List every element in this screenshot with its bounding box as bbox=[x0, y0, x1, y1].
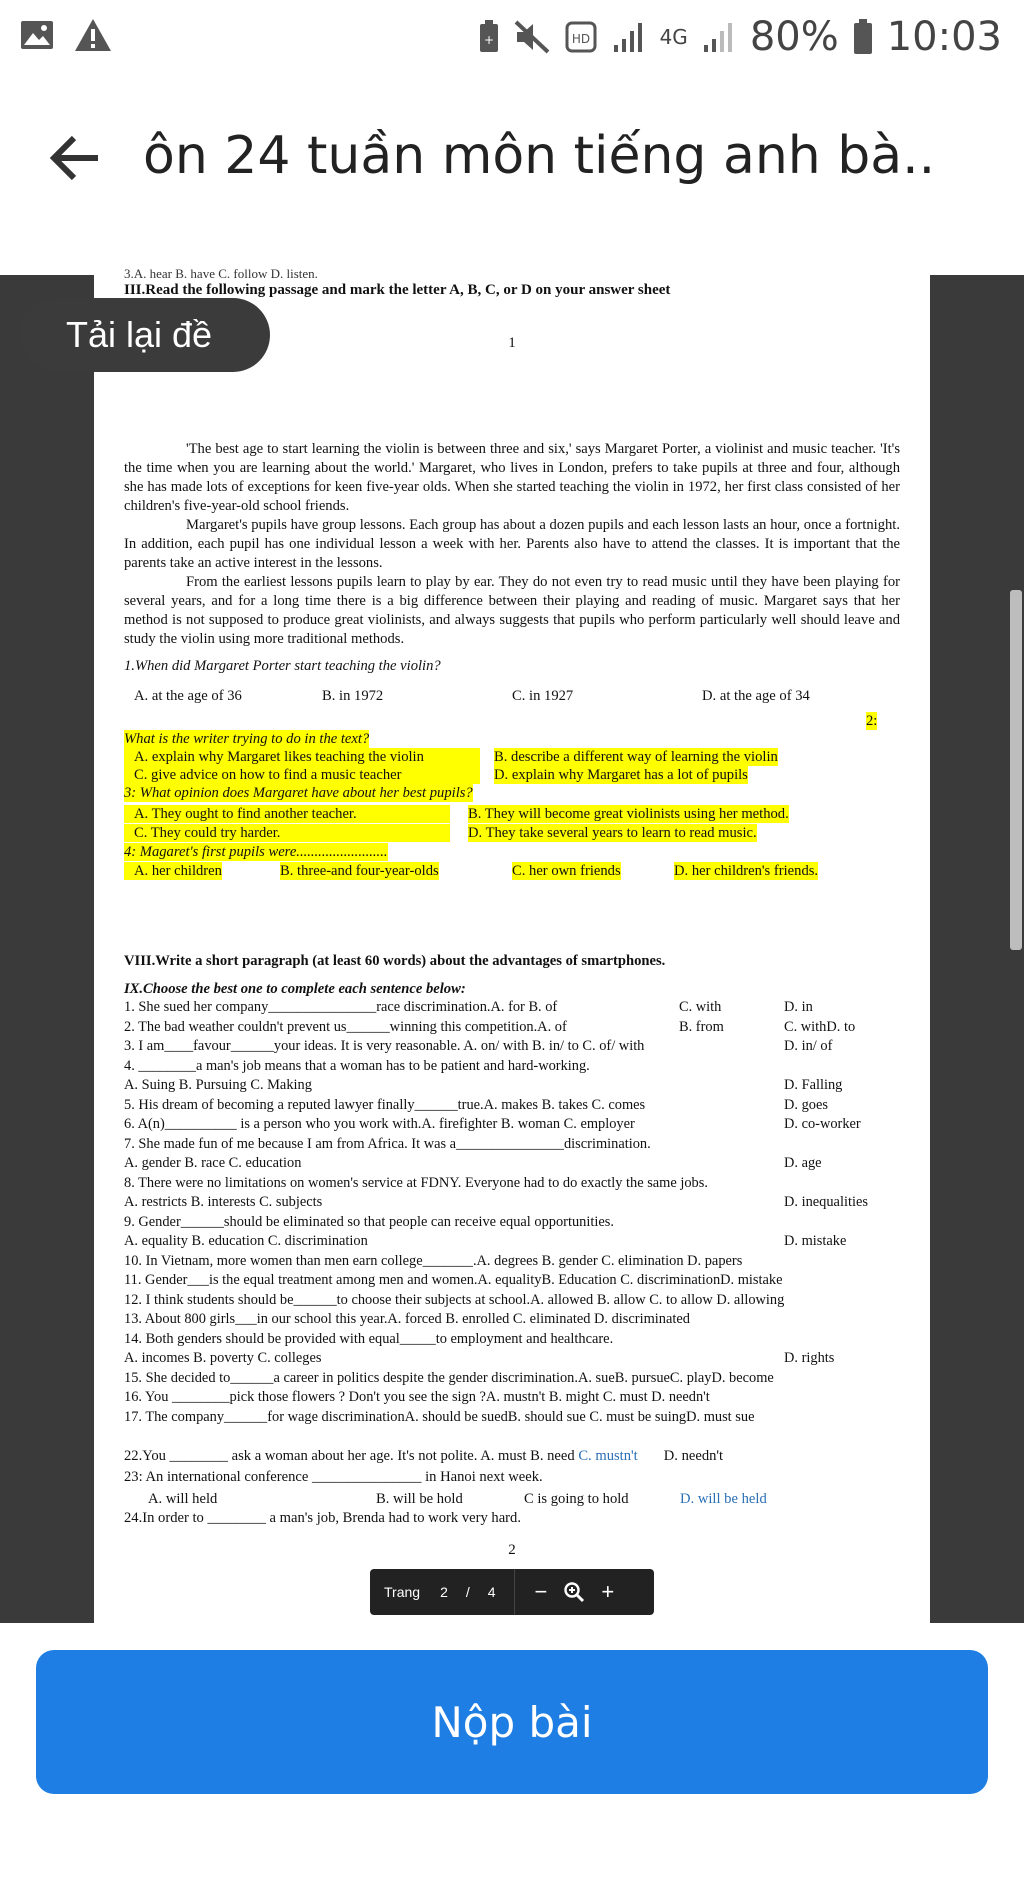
q3-option-c: C. They could try harder. bbox=[124, 824, 450, 842]
question-23: 23: An international conference _______________ in Hanoi next week. bbox=[124, 1469, 543, 1485]
app-bar bbox=[0, 100, 1024, 220]
q23-option-d: D. will be held bbox=[680, 1491, 767, 1507]
exercise-row bbox=[124, 1018, 914, 1038]
exercise-text: 7. She made fun of me because I am from Africa. It was a_______________discrimination. bbox=[124, 1135, 651, 1152]
exercise-row bbox=[124, 1096, 914, 1116]
zoom-in-icon[interactable]: + bbox=[601, 1579, 615, 1604]
clock: 10:03 bbox=[886, 14, 1002, 60]
q2-option-c: C. give advice on how to find a music teacher bbox=[124, 766, 480, 784]
exercise-row bbox=[124, 1291, 914, 1311]
signal-weak-icon bbox=[702, 21, 736, 53]
q2-option-b: B. describe a different way of learning the violin bbox=[494, 749, 778, 765]
exercise-text: A. gender B. race C. education bbox=[124, 1155, 302, 1171]
exercise-row bbox=[124, 1154, 914, 1174]
battery-saver-icon bbox=[478, 20, 500, 54]
q2-option-a: A. explain why Margaret likes teaching the violin bbox=[124, 748, 480, 766]
hd-icon bbox=[564, 20, 598, 54]
q23-option-b: B. will be hold bbox=[376, 1491, 463, 1507]
exercise-row bbox=[124, 1115, 914, 1135]
exercise-text: 6. A(n)__________ is a person who you work with.A. firefighter B. woman C. employer bbox=[124, 1116, 635, 1132]
exercise-text: 3. I am____favour______your ideas. It is very reasonable. A. on/ with B. in/ to C. of/ with bbox=[124, 1038, 645, 1054]
battery-percent: 80% bbox=[749, 14, 839, 60]
exercise-text: D. Falling bbox=[784, 1077, 843, 1093]
exercise-row bbox=[124, 1037, 914, 1057]
exercise-text: 5. His dream of becoming a reputed lawyer finally______true.A. makes B. takes C. comes bbox=[124, 1096, 646, 1113]
exercise-text: D. goes bbox=[784, 1096, 828, 1113]
exercise-text: 15. She decided to______a career in politics despite the gender discrimination.A. sueB. pursueC. playD. become bbox=[124, 1369, 774, 1386]
q4-option-c: C. her own friends bbox=[512, 863, 621, 879]
exercise-text: A. restricts B. interests C. subjects bbox=[124, 1194, 323, 1210]
battery-icon bbox=[853, 19, 873, 55]
reload-exam-button[interactable]: Tải lại đề bbox=[20, 298, 270, 372]
exercise-text: 4. ________a man's job means that a woman has to be patient and hard-working. bbox=[124, 1057, 590, 1074]
exercise-text: 10. In Vietnam, more women than men earn college_______.A. degrees B. gender C. elimination D. papers bbox=[124, 1252, 743, 1269]
q22-option-c: C. mustn't bbox=[578, 1448, 638, 1464]
warning-icon bbox=[74, 18, 112, 52]
passage-paragraph: 'The best age to start learning the violin is between three and six,' says Margaret Porter, a violinist and music teacher. 'It's the time when you are learning about the world.' Margaret, who lives in London, prefers to take pupils at three and four, although she has made lots of exceptions for keen five-year olds. When she started teaching the violin in 1972, her first class consisted of her children's five-year-old school friends. bbox=[124, 441, 900, 514]
exercise-text: D. in/ of bbox=[784, 1038, 833, 1054]
page-number: 1 bbox=[508, 335, 516, 351]
q23-option-a: A. will held bbox=[148, 1491, 218, 1507]
exercise-text: A. incomes B. poverty C. colleges bbox=[124, 1350, 322, 1366]
exercise-row bbox=[124, 1213, 914, 1233]
svg-text:+: + bbox=[483, 33, 494, 47]
exercise-text: 9. Gender______should be eliminated so that people can receive equal opportunities. bbox=[124, 1213, 614, 1230]
exercise-row bbox=[124, 1135, 914, 1155]
passage-paragraph: Margaret's pupils have group lessons. Each group has about a dozen pupils and each lesson lasts an hour, once a fortnight. In addition, each pupil has one individual lesson a week with her. Parents also have to attend the classes. It is important that the parents take an active interest in the lessons. bbox=[124, 517, 900, 571]
exercise-text: D. mistake bbox=[784, 1233, 847, 1249]
q1-option-a: A. at the age of 36 bbox=[134, 688, 242, 704]
page-title: ôn 24 tuần môn tiếng anh bà.. bbox=[143, 126, 936, 186]
question-2: What is the writer trying to do in the text? bbox=[124, 731, 370, 747]
back-arrow-icon[interactable] bbox=[48, 130, 104, 186]
gallery-icon bbox=[20, 20, 54, 50]
exercise-row bbox=[124, 1174, 914, 1194]
network-type: 4G bbox=[659, 25, 688, 49]
q3-option-a: A. They ought to find another teacher. bbox=[124, 805, 450, 823]
exercise-text: D. age bbox=[784, 1155, 822, 1171]
exercise-row bbox=[124, 1349, 914, 1369]
exercise-text: C. with bbox=[679, 999, 722, 1015]
exercise-row bbox=[124, 998, 914, 1018]
exercise-text: 11. Gender___is the equal treatment among men and women.A. equalityB. Education C. discriminationD. mistake bbox=[124, 1272, 783, 1288]
zoom-icon[interactable] bbox=[563, 1581, 585, 1603]
q2-option-d: D. explain why Margaret has a lot of pupils bbox=[494, 767, 748, 783]
scrollbar[interactable] bbox=[1010, 590, 1022, 950]
q4-option-a: A. her children bbox=[124, 862, 222, 880]
exercise-text: D. in bbox=[784, 999, 813, 1015]
q1-option-b: B. in 1972 bbox=[322, 688, 384, 704]
exercise-row bbox=[124, 1408, 914, 1428]
zoom-out-icon[interactable]: − bbox=[534, 1579, 548, 1604]
exercise-text: C. withD. to bbox=[784, 1018, 856, 1035]
question-24: 24.In order to ________ a man's job, Brenda had to work very hard. bbox=[124, 1510, 521, 1526]
q23-option-c: C is going to hold bbox=[524, 1491, 629, 1507]
page-number: 2 bbox=[508, 1542, 516, 1558]
exercise-text: 16. You ________pick those flowers ? Don't you see the sign ?A. mustn't B. might C. must D. needn't bbox=[124, 1389, 710, 1405]
page-label: Trang bbox=[384, 1584, 421, 1600]
exercise-text: 17. The company______for wage discriminationA. should be suedB. should sue C. must be suingD. must sue bbox=[124, 1408, 755, 1425]
question-3: 3: What opinion does Margaret have about her best pupils? bbox=[124, 785, 473, 801]
exercise-row bbox=[124, 1310, 914, 1330]
section-8-heading: VIII.Write a short paragraph (at least 60 words) about the advantages of smartphones. bbox=[124, 953, 666, 969]
exercise-row bbox=[124, 1330, 914, 1350]
q22-text: 22.You ________ ask a woman about her age. It's not polite. A. must B. need bbox=[124, 1448, 579, 1464]
exercise-row bbox=[124, 1369, 914, 1389]
q4-option-d: D. her children's friends. bbox=[674, 863, 819, 879]
exercise-text: 13. About 800 girls___in our school this year.A. forced B. enrolled C. eliminated D. discriminated bbox=[124, 1311, 690, 1327]
pdf-viewer[interactable] bbox=[0, 266, 1024, 1623]
exercise-row bbox=[124, 1232, 914, 1252]
question-22 bbox=[124, 1447, 723, 1465]
q3-option-b: B. They will become great violinists using her method. bbox=[468, 806, 789, 822]
q22-option-d: D. needn't bbox=[663, 1448, 724, 1464]
exercise-text: 12. I think students should be______to choose their subjects at school.A. allowed B. allow C. to allow D. allowing bbox=[124, 1291, 785, 1308]
mute-icon bbox=[514, 20, 550, 54]
partial-line: 3.A. hear B. have C. follow D. listen. bbox=[124, 266, 318, 281]
exercise-text: 1. She sued her company_______________race discrimination.A. for B. of bbox=[124, 999, 558, 1015]
section-heading: III.Read the following passage and mark the letter A, B, C, or D on your answer sheet bbox=[124, 282, 671, 298]
passage-paragraph: From the earliest lessons pupils learn to play by ear. They do not even try to read music until they have been playing for several years, and for a long time there is a big difference between their playing and reading of music. Margaret says that her method is not supposed to produce great violinists, and always suggests that pupils who perform particularly well should leave and study the violin using more traditional methods. bbox=[124, 574, 900, 647]
exercise-text: A. equality B. education C. discrimination bbox=[124, 1233, 368, 1249]
exercise-text: B. from bbox=[679, 1018, 724, 1035]
exercise-row bbox=[124, 1193, 914, 1213]
exercise-text: 2. The bad weather couldn't prevent us______winning this competition.A. of bbox=[124, 1018, 567, 1035]
q2-marker: 2: bbox=[866, 713, 878, 729]
exercise-text: D. inequalities bbox=[784, 1194, 868, 1210]
exercise-text: 8. There were no limitations on women's service at FDNY. Everyone had to do exactly the same jobs. bbox=[124, 1174, 708, 1191]
submit-button[interactable]: Nộp bài bbox=[36, 1650, 988, 1794]
exercise-text: A. Suing B. Pursuing C. Making bbox=[124, 1077, 312, 1093]
question-4: 4: Magaret's first pupils were......................... bbox=[124, 844, 388, 860]
exercise-row bbox=[124, 1388, 914, 1408]
question-1: 1.When did Margaret Porter start teaching the violin? bbox=[124, 658, 441, 674]
signal-icon bbox=[612, 21, 646, 53]
current-page: 2 bbox=[440, 1584, 448, 1600]
q1-option-c: C. in 1927 bbox=[512, 688, 574, 704]
page-control bbox=[370, 1569, 654, 1615]
svg-text:HD: HD bbox=[571, 32, 590, 46]
section-9-heading: IX.Choose the best one to complete each sentence below: bbox=[124, 981, 466, 997]
reading-passage bbox=[124, 440, 900, 649]
page-separator: / bbox=[465, 1584, 470, 1600]
exercise-list bbox=[124, 998, 914, 1427]
exercise-row bbox=[124, 1271, 914, 1291]
exercise-row bbox=[124, 1252, 914, 1272]
q4-option-b: B. three-and four-year-olds bbox=[280, 863, 439, 879]
q1-option-d: D. at the age of 34 bbox=[702, 688, 810, 704]
status-bar bbox=[0, 0, 1024, 72]
exercise-text: D. co-worker bbox=[784, 1116, 861, 1132]
exercise-row bbox=[124, 1057, 914, 1077]
total-pages: 4 bbox=[487, 1584, 496, 1600]
exercise-text: D. rights bbox=[784, 1350, 835, 1366]
exercise-row bbox=[124, 1076, 914, 1096]
exercise-text: 14. Both genders should be provided with equal_____to employment and healthcare. bbox=[124, 1330, 614, 1347]
q3-option-d: D. They take several years to learn to read music. bbox=[468, 825, 757, 841]
